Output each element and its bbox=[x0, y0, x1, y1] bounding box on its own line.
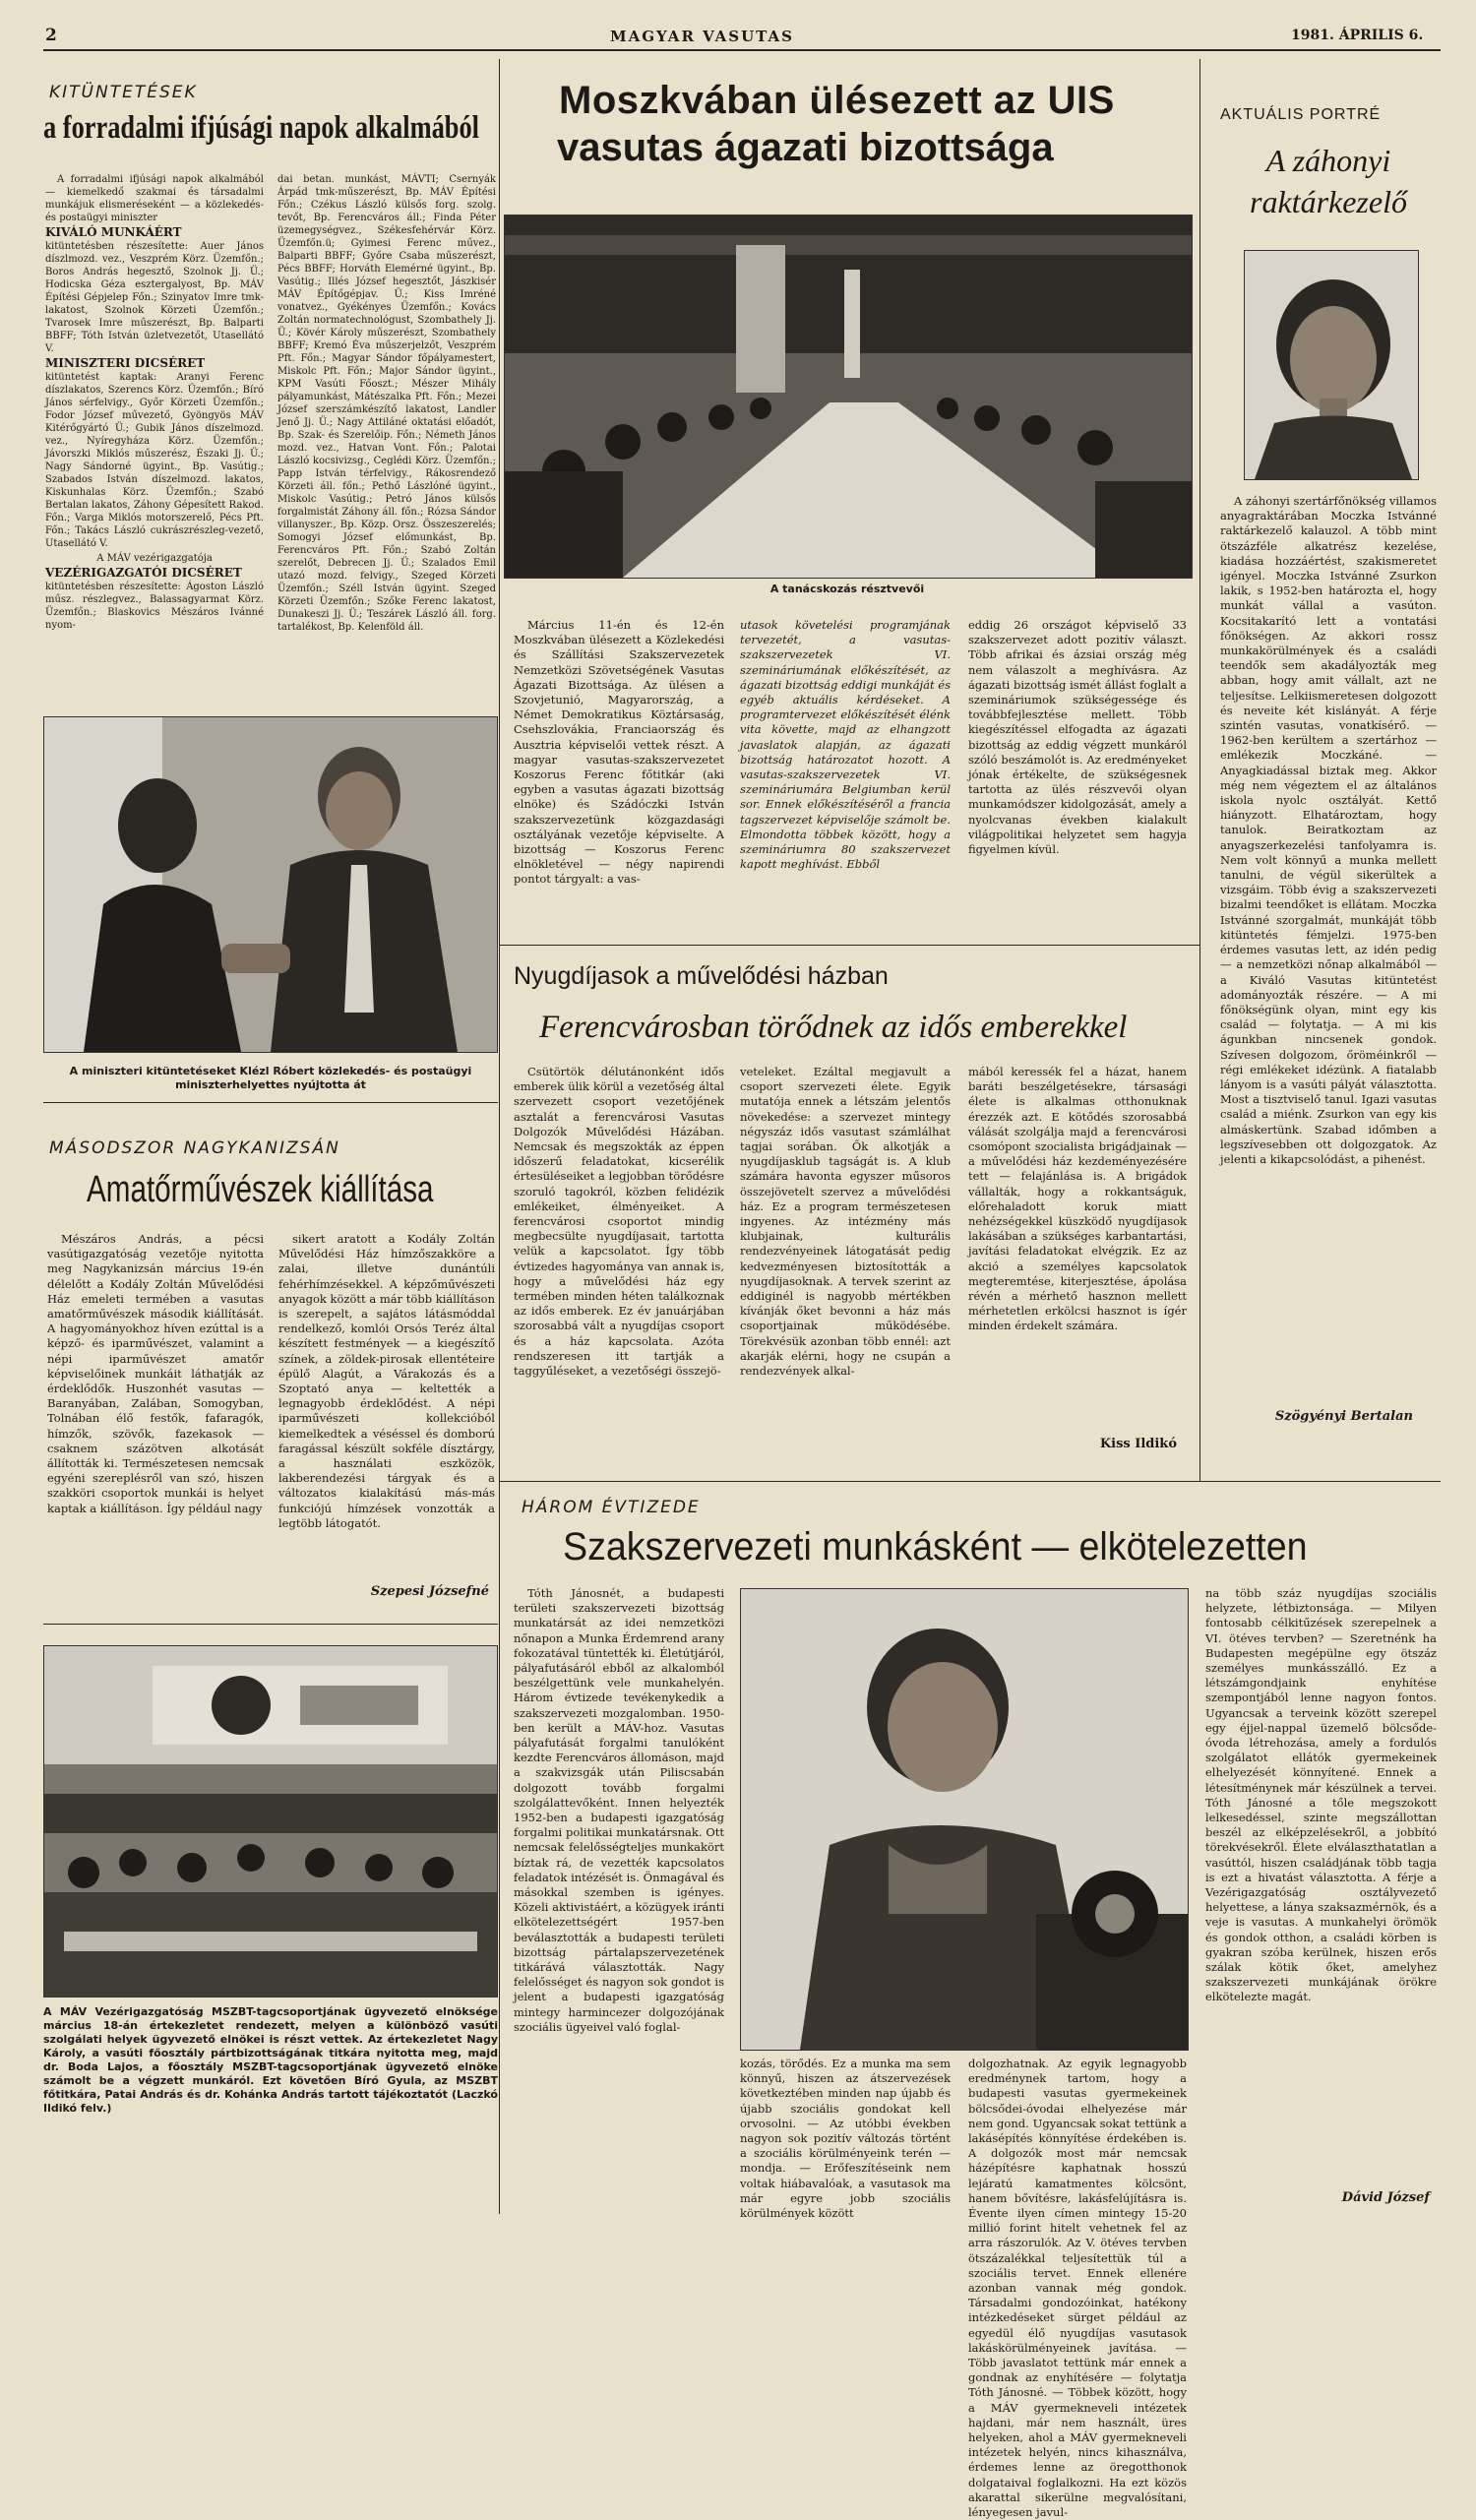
moscow-title-line2: vasutas ágazati bizottsága bbox=[557, 126, 1054, 169]
pensioners-column-3 bbox=[968, 1065, 1187, 1434]
portrait-photo-image bbox=[1245, 251, 1418, 479]
awards-miniszteri-list: kitüntetést kaptak: Aranyi Ferenc díszlakatos, Szerencs Körz. Üzemfőn.; Bíró János sérfelvigy., Győr Körzeti Üzemfőn.; Fodor József művezető, Gyöngyös MÁV Kitérőgyártó Ü.; Gubik János díszelmozd. vez., Nyíregyháza Körz. Üzemfőn.; Jávorszki Miklós műszerész, Északi Jj. Ü.; Nagy Sándorné ügyint., Bp. Vasútig.; Szabados István díszelmozd. lakatos, Kiskunhalas Körz. Üzemfőn.; Szabó Bertalan lakatos, Záhony Gépesített Rakod. Főn.; Varga Miklós motorszerelő, Pécs Pft. Főn.; Takács László cukrászrészleg-vezető, Utasellátó V. bbox=[45, 372, 264, 549]
awards-vezerigazgatoi-list: kitüntetésben részesítette: Ágoston László műsz. részlegvez., Balassagyarmat Körz. Üzemfőn.; Blaskovics Mészáros Ivánné nyom- bbox=[45, 582, 264, 631]
divider-right bbox=[1199, 59, 1200, 1481]
pensioners-text-1: Csütörtök délutánonként idős emberek ülik körül a vezetőség által szervezett csoport vezetőjének asztalát a ferencvárosi Vasutas Dolgozók Művelődési Házában. Nemcsak és megszokták az éppen időszerű feladatokat, kicserélik értesüléseiket a legjobban törődésre szoruló tagokról, közben felidézik emlékeiket, élményeiket. A ferencvárosi csoportot mindig megbecsülte nyugdíjasait, tartotta velük a kapcsolatot. Így több évtizedes hagyománya van annak is, hogy a művelődési ház egy termében minden héten találkoznak az idős emberek. Ez év januárjában szorosabbá vált a nyugdíjas csoport és a ház kapcsolata. Azóta rendszeresen itt tartják a taggyűléseket, a vezetőségi összejö- bbox=[514, 1065, 724, 1379]
pensioners-title-1: Nyugdíjasok a művelődési házban bbox=[514, 962, 889, 990]
portrait-title: A záhonyi raktárkezelő bbox=[1250, 143, 1407, 219]
moscow-text-3: eddig 26 országot képviselő 33 szakszervezet adott pozitív választ. Több afrikai és ázsiai ország még nem válaszolt a meghívásra. Az ágazati bizottság ismét állást foglalt a szemináriumok szükségessége és továbbfejlesztése mellett. Több kiegészítéssel elfogadta az ágazati bizottság az eddig végzett munkáról szóló beszámolót is. Az eredményeket jónak értékelte, de szükségesnek tartotta az ülés részvevői olyan munkamódszer kidolgozását, amely a nyolcvanas években kialakult világpolitikai helyzetet sem hagyja figyelmen kívül. bbox=[968, 618, 1187, 857]
portrait-signature: Szögyényi Bertalan bbox=[1274, 1409, 1413, 1424]
awards-kicker: KITÜNTETÉSEK bbox=[49, 83, 198, 102]
union-text-2: kozás, törődés. Ez a munka ma sem könnyű, hiszen az átszervezések következtében minden nap újabb és újabb szociális gondokat kell orvosolni. — Az utóbbi években nagyon sok pozitív változás történt a szociális körülményeink terén — mondja. — Erőfeszítéseink nem voltak hiábavalóak, a vasutasok ma már egyre jobb szociális körülmények között bbox=[740, 2057, 951, 2221]
awards-photo bbox=[43, 716, 498, 1053]
awards-column-2 bbox=[277, 173, 496, 714]
union-text-3: dolgozhatnak. Az egyik legnagyobb eredménynek tartom, hogy a budapesti vasutas gyermekeinek bölcsődei-óvodai elhelyezése már nem gond. Ugyancsak sokat tettünk a lakásépítés könnyítése érdekében is. A dolgozók most már nemcsak házépítésre kaphatnak hosszú lejáratú kamatmentes kölcsönt, hanem bővítésre, lakásfelújításra is. Évente ilyen címen mintegy 15-20 millió forint hitelt vehetnek fel az arra rászorulók. Az V. ötéves tervben ötszázalékkal teljesítettük túl a szociális tervet. Ennek ellenére azonban vannak még gondok. Társadalmi gondozóinkat, hatékony intézkedéseket sürget például az egyedül élő nyugdíjas vasutasok lakáskörülményeinek javítása. — Több javaslatot tettünk már ennek a gondnak az enyhítésére — folytatja Tóth Jánosné. — Többek között, hogy a MÁV gyermekneveli intézetek hajdani, már nem használt, üres helyeken, ahol a MÁV gyermekneveli intézetek helyén, nincs kihasználva, érdemes lenne az öregotthonok dolgataival foglalkozni. Ha ezt közös akarattal sikerülne megvalósítani, lényegesen javul- bbox=[968, 2057, 1187, 2520]
moscow-photo-image bbox=[505, 215, 1192, 578]
amateur-title: Amatőrművészek kiállítása bbox=[87, 1169, 434, 1210]
moscow-text-1: Március 11-én és 12-én Moszkvában ülésezett a Közlekedési és Szállítási Szakszervezetek Nemzetközi Szövetségének Vasutas Ágazati Bizottsága. Az ülésen a Szovjetunió, Magyarország, a Német Demokratikus Köztársaság, Csehszlovákia, Franciaország és Ausztria képviselői vettek részt. A magyar vasutas-szakszervezetet Koszorus Ferenc főtitkár (aki egyben a vasutas ágazati bizottság elnöke) és Szádóczki István szakszervezetünk közgazdasági osztályának vezetője képviselte. A bizottság — Koszorus Ferenc elnökletével — négy napirendi pontot tárgyalt: a vas- bbox=[514, 618, 724, 887]
pensioners-signature: Kiss Ildikó bbox=[1099, 1437, 1177, 1451]
award-heading-kivalo: KIVÁLÓ MUNKÁÉRT bbox=[45, 225, 182, 239]
moscow-photo bbox=[504, 215, 1193, 579]
pensioners-title-2: Ferencvárosban törődnek az idős emberekkel bbox=[539, 1010, 1128, 1045]
awards-continued-list: dai betan. munkást, MÁVTI; Csernyák Árpád tmk-műszerészt, Bp. MÁV Építési Főn.; Czékus László külsős forg. szolg. tevőt, Bp. Ferencváros áll.; Finda Péter üzemegységvez., Székesfehérvár Körz. Üzemfőn.ü; Gyimesi Ferenc művez., Balparti BBFF; Győre Csaba műszerészt, Pécs BBFF; Horváth Elemérné ügyint., Bp. Vasútig.; Illés József hegesztőt, Jászkisér MÁV Építőgépjav. Ü.; Kiss Imréné vonatvez., Gyékényes Üzemfőn.; Kovács Zoltán normatechnológust, Szombathely Jj. Ü.; Kövér Károly műszerészt, Szombathely BBFF; Kremó Éva műszerjelzőt, Veszprém Pft. Főn.; Magyar Sándor főpályamestert, Miskolc Pft. Főn.; Major Sándor ügyint., KPM Vasúti Főoszt.; Mészer Mihály pályamunkást, Mátészalka Pft. Főn.; Mezei József szerszámkészítő lakatost, Landler Jenő Jj. Ü.; Nagy Attiláné oktatási előadót, Bp. Szak- és Szerelőip. Főn.; Németh János mozd. vez., Hatvan Vont. Főn.; Palotai László kocsivizsg., Ceglédi Körz. Üzemfőn.; Papp István térfelvigy., Rákosrendező Körzeti áll. főn.; Pethő Lászlóné ügyint., Miskolc Vasútig.; Petró János külsős forgalmistát Záhony áll. főn.; Rózsa Sándor villanyszer., Bp. Közp. Orsz. Összeszerelés; Somogyi József előmunkást, Bp. Ferencváros Pft. Főn.; Szabó Zoltán szerelőt, Debrecen Jj. Ü.; Szalados Emil utazó mozd. felvigy., Szeged Körzeti Üzemfőn.; Széll István ügyint. Szeged Körzeti Üzemfőn.; Szőke Ferenc lakatost, Dunakeszi Jj. Ü.; Teszárek László áll. forg. tartalékost, Bp. Kelenföld áll. bbox=[277, 174, 496, 633]
moscow-column-1 bbox=[514, 618, 724, 933]
divider-amateur-photo bbox=[43, 1624, 498, 1625]
union-column-2 bbox=[740, 2057, 951, 2221]
portrait-kicker: AKTUÁLIS PORTRÉ bbox=[1220, 106, 1382, 123]
mszbt-photo-image bbox=[44, 1646, 497, 1997]
paper-name: MAGYAR VASUTAS bbox=[610, 28, 794, 45]
union-kicker: HÁROM ÉVTIZEDE bbox=[522, 1498, 701, 1517]
awards-title: a forradalmi ifjúsági napok alkalmából bbox=[43, 110, 479, 146]
awards-kivalo-list: kitüntetésben részesítette: Auer János díszlmozd. vez., Veszprém Körz. Üzemfőn.; Boros András hegesztő, Szolnok Jj. Ü.; Hodicska Géza esztergalyost, Bp. MÁV Építési Gépjelep Főn.; Szinyatov Imre tmk-lakatost, Szolnok Körzeti Üzemfőn.; Tvarosek Imre műszerészt, Bp. Balparti BBFF; Tóth István üzletvezetőt, Utasellátó V. bbox=[45, 241, 264, 354]
union-photo bbox=[740, 1588, 1189, 2051]
divider-mid-bottom bbox=[500, 1481, 1441, 1482]
masthead-rule bbox=[43, 49, 1441, 51]
divider-left bbox=[499, 59, 500, 2214]
moscow-column-2 bbox=[740, 618, 951, 933]
pensioners-text-3: mából keressék fel a házat, hanem baráti beszélgetésekre, társasági élete is alkalmas otthonuknak érezzék azt. E kötődés szorosabbá válását szolgálja majd a ferencvárosi csomópont szocialista brigádjainak — a művelődési ház kezdeményezésére tett — felajánlása is. A brigádok vállalták, hogy a rokkantságuk, előrehaladott koruk miatt nehézségekkel küszködő nyugdíjasok lakásában a szükséges karbantartási, javítási feladatokat elvégzik. Ez az akció a személyes kapcsolatok megteremtése, kiterjesztése, ápolása révén a mérhető hasznon mellett mérhetetlen erkölcsi hasznot is ígér minden érdekelt számára. bbox=[968, 1065, 1187, 1333]
union-column-1 bbox=[514, 1586, 724, 2214]
amateur-kicker: MÁSODSZOR NAGYKANIZSÁN bbox=[49, 1138, 340, 1158]
union-photo-image bbox=[741, 1589, 1188, 2050]
divider-awards-amateur bbox=[43, 1102, 498, 1103]
union-column-3 bbox=[968, 2057, 1187, 2520]
awards-intro: A forradalmi ifjúsági napok alkalmából — kiemelkedő szakmai és társadalmi munkájuk elismeréseként — a közlekedés- és postaügyi miniszter bbox=[45, 174, 264, 223]
awards-photo-caption: A miniszteri kitüntetéseket Klézl Róbert közlekedés- és postaügyi miniszterhelyettes nyújtotta át bbox=[69, 1065, 472, 1091]
award-heading-vezerigazgatoi: VEZÉRIGAZGATÓI DICSÉRET bbox=[45, 566, 242, 580]
amateur-signature: Szepesi Józsefné bbox=[370, 1584, 489, 1599]
pensioners-text-2: veteleket. Ezáltal megjavult a csoport szervezeti élete. Egyik mutatója ennek a létszám jelentős növekedése: a szervezet mintegy négyszáz idős vasutast számlálhat tagjai sorában. Ők alkotják a nyugdíjasklub tagságát is. A klub számára havonta egyszer műsoros összejövetelt szervez a művelődési ház. Ez a program természetesen ingyenes. Az intézmény más klubjainak, kulturális rendezvényeinek látogatását pedig kedvezményesen biztosították a nyugdíjasoknak. A tervek szerint az eddiginél is nagyobb mértékben kívánják őket bevonni a ház más csoportjainak működésébe. Törekvésük azonban több ennél: azt akarják elérni, hogy ne csupán a rendezvények alkal- bbox=[740, 1065, 951, 1379]
union-column-4 bbox=[1205, 1586, 1437, 2184]
pensioners-column-2 bbox=[740, 1065, 951, 1458]
moscow-column-3 bbox=[968, 618, 1187, 933]
union-signature: Dávid József bbox=[1341, 2190, 1430, 2205]
portrait-text: A záhonyi szertárfőnökség villamos anyagraktárában Moczka Istvánné raktárkezelő kalauzol. A több mint ötszázféle alkatrész kezelése, kiadása hozzáértést, szakismeretet igényel. Moczka Istvánné Zsurkon lakik, s 1952-ben határozta el, hogy munkát vállal a vasúton. Kocsitakarító lett a vontatási főnökségen. Az akkori rossz munkakörülmények és a családi teendők sem akadályozták meg abban, hogy amit vállalt, azt ne teljesítse. Lelkiismeretesen dolgozott és neveite két kislányát. A férje szintén vasutas, vonatkísérő. — 1962-ben kerültem a szertárhoz — emlékezik Moczkáné. — Anyagkiadással biztak meg. Akkor még nem végeztem el az általános iskola nyolc osztályát. Kettő hiányzott. Elhatároztam, hogy tanulok. Beiratkoztam az anyagszerkezelési tanfolyamra is. Nem volt könnyű a munka mellett tanulni, de végül sikerültek a vizsgáim. Több évig a szakszervezeti bizalmi teendőket is ellátam. Moczka Istvánné szorgalmát, munkáját több kitüntetés fémjelzi. 1975-ben érdemes vasutas lett, az idén pedig — a nemzetközi nőnap alkalmából — a Kiváló Vasutas kitüntetést adományozták részére. — A mi főnökségünk olyan, mint egy kis család — folytatja. — A mi kis águnkban nincsenek gondok. Szívesen dolgozom, őröméinkről — régi emlékeket idézünk. A fiatalabb lányom is a vasúti pályát választotta. Most a tisztviselő tanul. Igazi vasutas család a miénk. Zsurkon van egy kis almáskertünk. Szabad időmben a legszívesebben ott dolgozgatok. Az jelenti a kikapcsolódást, a pihenést. bbox=[1220, 494, 1438, 1166]
amateur-text-2: sikert aratott a Kodály Zoltán Művelődési Ház hímzőszakköre a zalai, illetve dunántúli fehérhímzésekkel. A képzőművészeti anyagok között a már több kiállításon is szerepelt, a sajátos látásmóddal rendelkező, komlói Orsós Teréz által készített festmények — a kiegészítő színek, a zöldek-pirosak ellentéteire épülő Alagút, a Várakozás és a Szoptató anya — keltették a legnagyobb érdeklődést. A népi iparművészeti kollekcióból kiemelkedtek a véséssel és domború faragással készült sokféle dísztárgy, a használati eszközök, lakberendezési tárgyak és a változatos kialakítású más-más funkciójú hímzések vonzották a legtöbb látogatót. bbox=[278, 1232, 495, 1530]
divider-moscow-pensioners bbox=[500, 945, 1199, 946]
moscow-title-line1: Moszkvában ülésezett az UIS bbox=[559, 79, 1115, 122]
union-text-4: na több száz nyugdíjas szociális helyzete, létbiztonsága. — Milyen fontosabb célkitűzések szerepelnek a VI. ötéves tervben? — Szeretnénk ha Budapesten megépülne egy ötszáz személyes munkásszálló. Ez a létszámgondjaink enyhítése szempontjából lenne nagyon fontos. Ugyancsak a terveink között szerepel egy éjjel-nappal üzemelő bölcsőde-óvoda létrehozása, amely a fordulós szolgálatot ellátók gyermekeinek elhelyezését könnyítené. Ennek a létesítménynek már készülnek a tervei. Tóth Jánosné a tőle megszokott lelkesedéssel, szinte megszállottan beszél az elképzelésekről, a jobbító törekvésekről. Élete elválaszthatatlan a vasúttól, hiszen családjának több tagja is ezt a hivatást választotta. A férje a Vezérigazgatóság osztályvezető helyettese, a lánya szaksazmérnök, és a veje is vasutas. A munkahelyi örömök és gondok otthon, a családi körben is gyakran szóba kerülnek, hiszen erős szálak kötik őket, amelyhez szakszervezeti munkájának örökre elkötelezte magát. bbox=[1205, 1586, 1437, 2004]
awards-photo-image bbox=[44, 717, 497, 1052]
mszbt-photo bbox=[43, 1645, 498, 1998]
mszbt-photo-caption: A MÁV Vezérigazgatóság MSZBT-tagcsoportjának ügyvezető elnöksége március 18-án értekezletet rendezett, melyen a különböző vasúti szolgálati helyek ügyvezető elnökei is részt vettek. Az értekezletet Nagy Károly, a vasúti főosztály pártbizottságának titkára nyitotta meg, majd dr. Boda Lajos, a főosztály MSZBT-tagcsoportjának ügyvezető elnöke számolt be a végzett munkáról. Ezt követően Bíró Gyula, az MSZBT főtitkára, Patai András és dr. Kohánka András tartott tájékoztatót (Laczkó Ildikó felv.) bbox=[43, 2005, 498, 2115]
union-text-1: Tóth Jánosnét, a budapesti területi szakszervezeti bizottság munkatársát az idei nemzetközi nőnapon a Munka Érdemrend arany fokozatával tüntették ki. Életútjáról, pályafutásáról ebből az alkalomból beszélgettünk vele munkahelyén. Három évtizede tevékenykedik a szakszervezeti mozgalomban. 1950-ben került a MÁV-hoz. Vasutas pályafutását forgalmi tanulóként kezdte Ferencváros állomáson, majd a szakvizsgák után Piliscsabán dolgozott tovább forgalmi szolgálattevőként. Innen helyezték 1952-ben a budapesti igazgatóság forgalmi politikai munkatársnak. Ott nemcsak felelősségteljes munkakört bíztak rá, de vezették kapcsolatos feladatok intézését is. Önmagával és másokkal szemben is igényes. Közeli aktivistáért, a közügyek iránti elkötelezettségért 1957-ben beválasztották a budapesti területi bizottság pártalapszervezetének titkárává választották. Nagy felelősséget és nagyon sok gondot is jelent a budapesti igazgatóság mintegy harmincezer dolgozójának szociális ügyeivel való foglal- bbox=[514, 1586, 724, 2034]
page-number: 2 bbox=[45, 26, 57, 45]
amateur-text-1: Mészáros András, a pécsi vasútigazgatóság vezetője nyitotta meg Nagykanizsán március 19-én délelőtt a Kodály Zoltán Művelődési Ház emeleti termében a vasutas amatőrművészek második kiállítását. A hagyományokhoz híven ezúttal is a képző- és iparművészet, valamint a népi iparművészet amatőr képviselőinek munkáit láthatják az érdeklődők. Huszonhét vasutas — Baranyában, Zalában, Somogyban, Tolnában élő festők, fafaragók, hímzők, szövők, fazekasok — csaknem százötven alkotását állították ki. Természetesen nemcsak egyéni szereplésről van szó, hiszen szakköri csoportok munkái is helyet kaptak a kiállításon. Így például nagy bbox=[47, 1232, 264, 1515]
moscow-photo-caption: A tanácskozás résztvevői bbox=[769, 583, 925, 595]
award-heading-miniszteri: MINISZTERI DICSÉRET bbox=[45, 356, 206, 370]
amateur-column-1 bbox=[47, 1232, 264, 1606]
issue-date: 1981. ÁPRILIS 6. bbox=[1291, 28, 1424, 43]
moscow-text-2: utasok követelési programjának tervezetét, a vasutas-szakszervezetek VI. szemináriumának előkészítését, az ágazati bizottság eddigi munkáját és egyéb aktuális kérdéseket. A programtervezet előkészítését élénk vita követte, majd az elhangzott javaslatok alapján, az ágazati bizottság határozatot hozott. A vasutas-szakszervezetek VI. szemináriumára Belgiumban kerül sor. Ennek előkészítéséről a francia tagszervezet képviselője számolt be. Elmondotta többek között, hogy a szemináriumra 80 szakszervezet kapott meghívást. Ebből bbox=[740, 618, 951, 872]
portrait-text-column bbox=[1220, 494, 1437, 1394]
pensioners-column-1 bbox=[514, 1065, 724, 1458]
portrait-photo bbox=[1244, 250, 1419, 480]
awards-column-1 bbox=[45, 173, 264, 714]
union-title: Szakszervezeti munkásként — elkötelezetten bbox=[563, 1525, 1308, 1568]
awards-mav-line: A MÁV vezérigazgatója bbox=[96, 553, 213, 564]
amateur-column-2 bbox=[278, 1232, 495, 1586]
